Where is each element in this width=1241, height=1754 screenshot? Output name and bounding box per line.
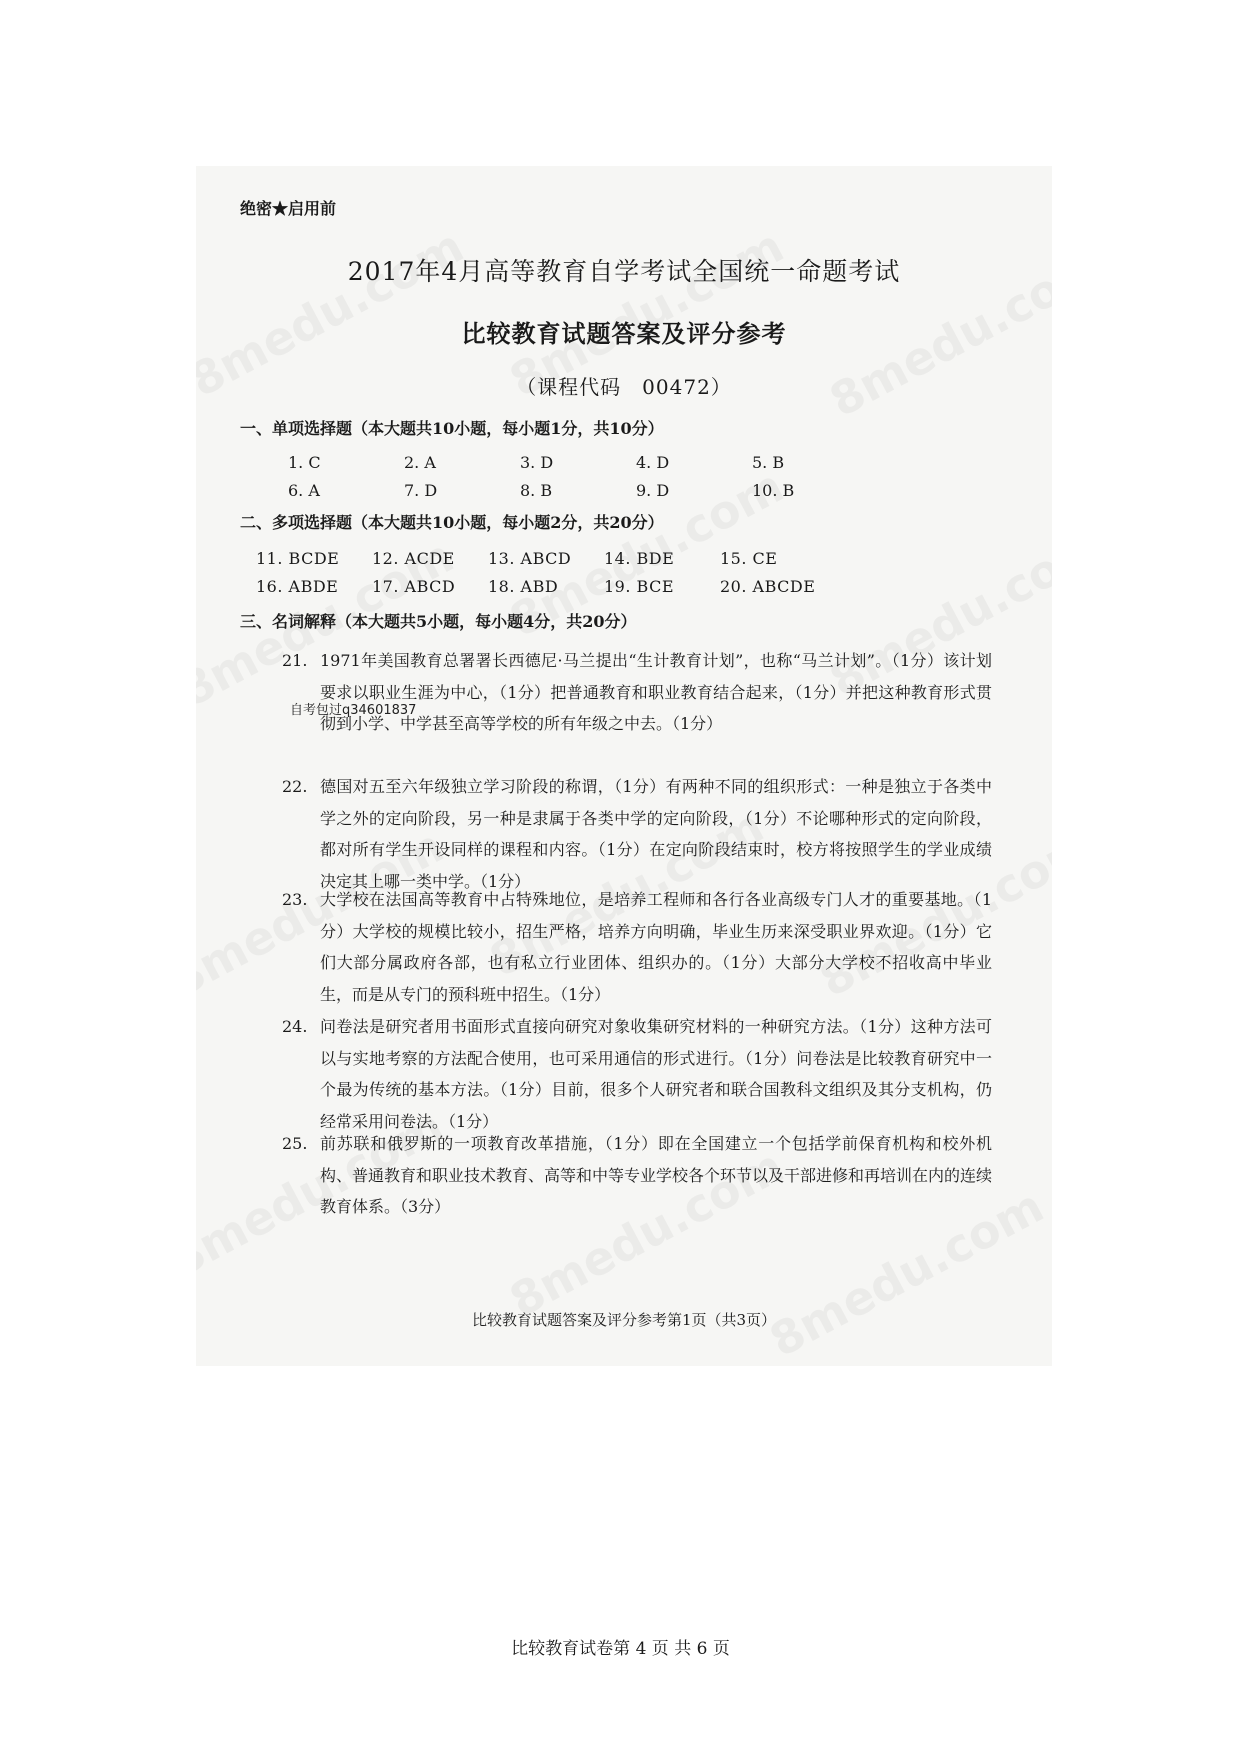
document-title: 比较教育试题答案及评分参考 xyxy=(461,319,787,348)
answer-item: 4. D xyxy=(636,453,670,472)
item-text: 大学校在法国高等教育中占特殊地位，是培养工程师和各行各业高级专门人才的重要基地。（1分）大学校的规模比较小，招生严格，培养方向明确，毕业生历来深受职业界欢迎。（1分）它们大部分属政府各部，也有私立行业团体、组织办的。（1分）大部分大学校不招收高中毕业生，而是从专门的预科班中招生。（1分） xyxy=(320,890,992,1004)
section-heading-multi-choice: 二、多项选择题（本大题共10小题，每小题2分，共20分） xyxy=(240,513,664,532)
answer-item: 11. BCDE xyxy=(256,549,340,568)
answer-item: 20. ABCDE xyxy=(720,577,816,596)
answer-item: 12. ACDE xyxy=(372,549,455,568)
answer-row xyxy=(288,481,868,500)
answer-paragraph xyxy=(282,1011,992,1137)
item-number: 25. xyxy=(282,1134,308,1153)
exam-title: 2017年4月高等教育自学考试全国统一命题考试 xyxy=(347,257,901,286)
answer-item: 6. A xyxy=(288,481,320,500)
scan-page-footer: 比较教育试题答案及评分参考第1页（共3页） xyxy=(471,1311,777,1329)
answer-item: 15. CE xyxy=(720,549,778,568)
item-number: 23. xyxy=(282,890,308,909)
course-code: （课程代码 00472） xyxy=(516,375,732,399)
answer-row xyxy=(288,453,868,472)
answer-item: 9. D xyxy=(636,481,670,500)
answer-item: 3. D xyxy=(520,453,554,472)
answer-item: 10. B xyxy=(752,481,795,500)
item-number: 21. xyxy=(282,651,308,670)
overlay-stamp-text: 自考包过q34601837 xyxy=(290,703,417,718)
answer-paragraph xyxy=(282,884,992,1010)
answer-item: 14. BDE xyxy=(604,549,675,568)
section-heading-single-choice: 一、单项选择题（本大题共10小题，每小题1分，共10分） xyxy=(240,419,664,438)
item-text: 德国对五至六年级独立学习阶段的称谓，（1分）有两种不同的组织形式：一种是独立于各类中学之外的定向阶段，另一种是隶属于各类中学的定向阶段，（1分）不论哪种形式的定向阶段，都对所有学生开设同样的课程和内容。（1分）在定向阶段结束时，校方将按照学生的学业成绩决定其上哪一类中学。（1分） xyxy=(320,777,992,891)
section-heading-term-explanation: 三、名词解释（本大题共5小题，每小题4分，共20分） xyxy=(240,612,637,631)
page-footer: 比较教育试卷第 4 页 共 6 页 xyxy=(511,1639,730,1659)
answer-item: 18. ABD xyxy=(488,577,559,596)
scanned-answer-sheet xyxy=(196,166,1052,1366)
answer-row xyxy=(256,549,836,568)
answer-item: 19. BCE xyxy=(604,577,675,596)
answer-item: 17. ABCD xyxy=(372,577,456,596)
answer-item: 5. B xyxy=(752,453,785,472)
answer-paragraph xyxy=(282,771,992,897)
item-text: 1971年美国教育总署署长西德尼·马兰提出“生计教育计划”，也称“马兰计划”。（1分）该计划要求以职业生涯为中心，（1分）把普通教育和职业教育结合起来，（1分）并把这种教育形式贯彻到小学、中学甚至高等学校的所有年级之中去。（1分） xyxy=(320,651,992,733)
item-number: 24. xyxy=(282,1017,308,1036)
answer-paragraph xyxy=(282,1128,992,1223)
answer-item: 16. ABDE xyxy=(256,577,339,596)
item-text: 问卷法是研究者用书面形式直接向研究对象收集研究材料的一种研究方法。（1分）这种方法可以与实地考察的方法配合使用，也可采用通信的形式进行。（1分）问卷法是比较教育研究中一个最为传统的基本方法。（1分）目前，很多个人研究者和联合国教科文组织及其分支机构，仍经常采用问卷法。（1分） xyxy=(320,1017,992,1131)
answer-row xyxy=(256,577,836,596)
answer-item: 1. C xyxy=(288,453,321,472)
answer-item: 2. A xyxy=(404,453,436,472)
answer-item: 13. ABCD xyxy=(488,549,572,568)
answer-item: 8. B xyxy=(520,481,553,500)
item-number: 22. xyxy=(282,777,308,796)
confidential-label: 绝密★启用前 xyxy=(240,199,337,218)
answer-paragraph xyxy=(282,645,992,740)
answer-item: 7. D xyxy=(404,481,438,500)
item-text: 前苏联和俄罗斯的一项教育改革措施，（1分）即在全国建立一个包括学前保育机构和校外机构、普通教育和职业技术教育、高等和中等专业学校各个环节以及干部进修和再培训在内的连续教育体系。（3分） xyxy=(320,1134,993,1216)
